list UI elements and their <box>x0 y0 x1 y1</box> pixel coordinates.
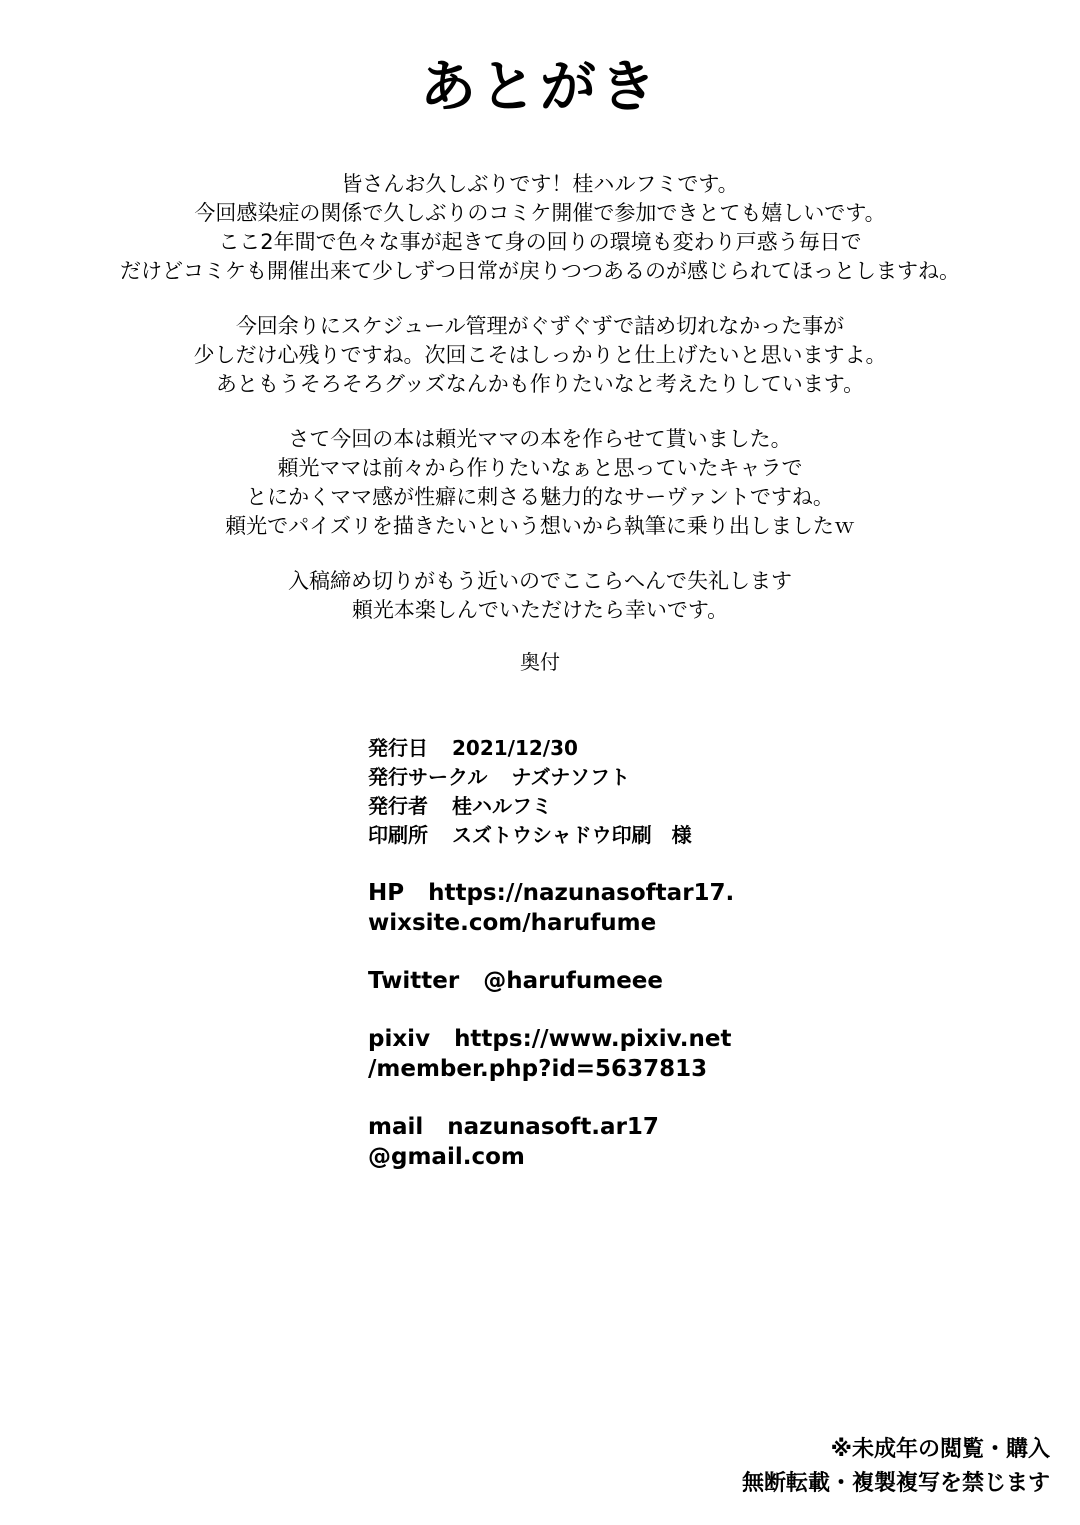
afterword-line: 頼光ママは前々から作りたいなぁと思っていたキャラで <box>277 456 803 480</box>
afterword-line: とにかくママ感が性癖に刺さる魅力的なサーヴァントですね。 <box>246 485 834 509</box>
circle-value: ナズナソフト <box>511 765 631 789</box>
hp-link[interactable]: https://nazunasoftar17. <box>428 880 735 906</box>
afterword-line: 今回感染症の関係で久しぶりのコミケ開催で参加できとても嬉しいです。 <box>194 201 886 225</box>
legal-notice <box>630 1433 1050 1501</box>
afterword-line: だけどコミケも開催出来て少しずつ日常が戻りつつあるのが感じられてほっとしますね。 <box>120 259 960 283</box>
afterword-line: 少しだけ心残りですね。次回こそはしっかりと仕上げたいと思いますよ。 <box>193 343 887 367</box>
mail-block <box>368 1112 968 1172</box>
pixiv-link-continued[interactable]: /member.php?id=5637813 <box>368 1056 708 1082</box>
afterword-line: 頼光でパイズリを描きたいという想いから執筆に乗り出しましたｗ <box>225 514 855 538</box>
page-title: あとがき <box>420 55 660 120</box>
colophon-info <box>368 734 968 1172</box>
afterword-paragraph <box>0 567 1080 625</box>
twitter-handle[interactable]: @harufumeee <box>483 968 663 994</box>
circle-label: 発行サークル <box>368 765 488 789</box>
mail-address-continued[interactable]: @gmail.com <box>368 1144 525 1170</box>
pixiv-label: pixiv <box>368 1026 431 1052</box>
afterword-paragraph <box>0 312 1080 399</box>
mail-address[interactable]: nazunasoft.ar17 <box>447 1114 659 1140</box>
circle-row <box>368 763 968 792</box>
notice-line: 無断転載・複製複写を禁じます <box>741 1471 1050 1496</box>
publisher-row <box>368 792 968 821</box>
afterword-line: 頼光本楽しんでいただけたら幸いです。 <box>351 598 729 622</box>
publish-date-value: 2021/12/30 <box>452 736 578 760</box>
afterword-line: 皆さんお久しぶりです！桂ハルフミです。 <box>341 172 739 196</box>
afterword-paragraph <box>0 425 1080 541</box>
twitter-block <box>368 966 968 996</box>
hp-label: HP <box>368 880 405 906</box>
hp-link-continued[interactable]: wixsite.com/harufume <box>368 910 657 936</box>
mail-label: mail <box>368 1114 424 1140</box>
pixiv-link[interactable]: https://www.pixiv.net <box>454 1026 732 1052</box>
afterword-line: さて今回の本は頼光ママの本を作らせて貰いました。 <box>288 427 792 451</box>
colophon-heading: 奥付 <box>520 650 560 674</box>
printer-label: 印刷所 <box>368 823 428 847</box>
afterword-line: 今回余りにスケジュール管理がぐずぐずで詰め切れなかった事が <box>235 314 845 338</box>
notice-line: ※未成年の閲覧・購入 <box>830 1437 1050 1462</box>
afterword-line: ここ2年間で色々な事が起きて身の回りの環境も変わり戸惑う毎日で <box>218 230 862 254</box>
afterword-text <box>0 170 1080 651</box>
hp-block <box>368 878 968 938</box>
twitter-label: Twitter <box>368 968 460 994</box>
publisher-value: 桂ハルフミ <box>452 794 552 818</box>
pixiv-block <box>368 1024 968 1084</box>
publisher-label: 発行者 <box>368 794 428 818</box>
afterword-line: あともうそろそろグッズなんかも作りたいなと考えたりしています。 <box>215 372 865 396</box>
afterword-line: 入稿締め切りがもう近いのでここらへんで失礼します <box>288 569 792 593</box>
publish-date-row <box>368 734 968 763</box>
afterword-paragraph <box>0 170 1080 286</box>
printer-value: スズトウシャドウ印刷 様 <box>452 823 692 847</box>
printer-row <box>368 821 968 850</box>
publish-date-label: 発行日 <box>368 736 428 760</box>
